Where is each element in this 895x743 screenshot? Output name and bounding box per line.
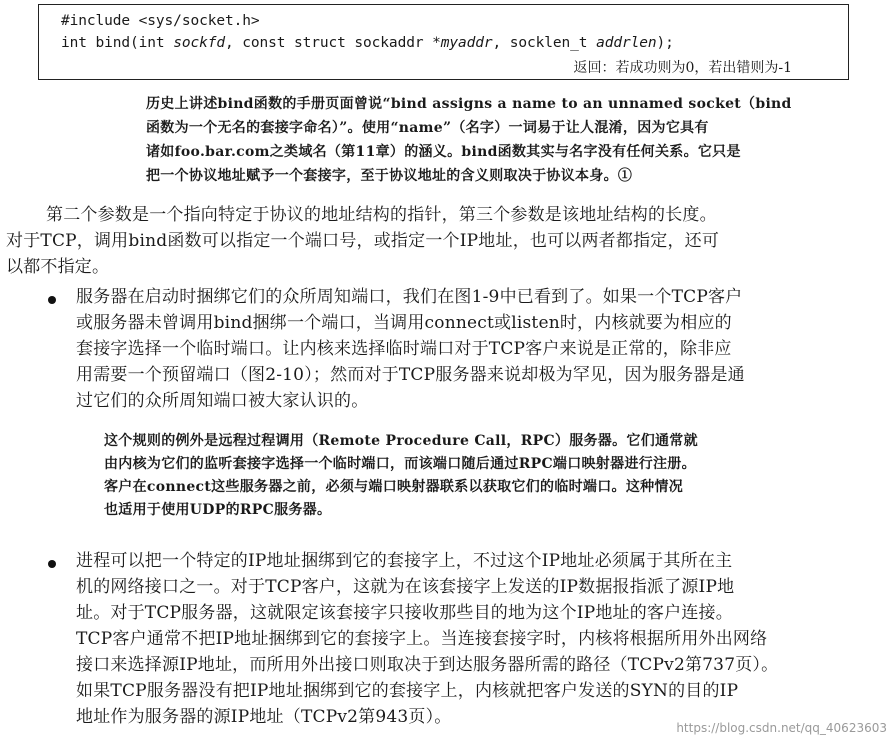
code-include-line: #include <sys/socket.h> bbox=[61, 13, 260, 29]
bullet-line: TCP客户通常不把IP地址捆绑到它的套接字上。当连接套接字时，内核将根据所用外出网络 bbox=[76, 629, 768, 649]
note-line: 诸如foo.bar.com之类域名（第11章）的涵义。bind函数其实与名字没有任何关系。它只是 bbox=[146, 144, 741, 160]
note-line: 也适用于使用UDP的RPC服务器。 bbox=[104, 502, 332, 518]
watermark: https://blog.csdn.net/qq_40623603 bbox=[676, 721, 887, 735]
bullet-line: 进程可以把一个特定的IP地址捆绑到它的套接字上，不过这个IP地址必须属于其所在主 bbox=[76, 551, 733, 571]
bullet-line: 过它们的众所周知端口被大家认识的。 bbox=[76, 391, 369, 411]
paragraph-line: 对于TCP，调用bind函数可以指定一个端口号，或指定一个IP地址，也可以两者都指定，还可 bbox=[6, 231, 720, 251]
bullet-line: 或服务器未曾调用bind捆绑一个端口，当调用connect或listen时，内核就要为相应的 bbox=[76, 313, 732, 333]
bullet-line: 套接字选择一个临时端口。让内核来选择临时端口对于TCP客户来说是正常的，除非应 bbox=[76, 339, 732, 359]
code-signature-line bbox=[61, 35, 674, 51]
note-line: 客户在connect这些服务器之前，必须与端口映射器联系以获取它们的临时端口。这种情况 bbox=[104, 479, 684, 495]
paragraph-line: 以都不指定。 bbox=[6, 257, 110, 277]
note-line: 历史上讲述bind函数的手册页面曾说“bind assigns a name to an unnamed socket（bind bbox=[146, 96, 792, 112]
code-arg-sockfd: sockfd bbox=[173, 35, 225, 51]
bullet-line: 如果TCP服务器没有把IP地址捆绑到它的套接字上，内核就把客户发送的SYN的目的IP bbox=[76, 681, 739, 701]
code-sig-mid2: , socklen_t bbox=[492, 35, 597, 51]
bullet-line: 用需要一个预留端口（图2-10）；然而对于TCP服务器来说却极为罕见，因为服务器是通 bbox=[76, 365, 745, 385]
code-arg-myaddr: myaddr bbox=[440, 35, 493, 51]
code-sig-suffix: ); bbox=[656, 35, 674, 51]
note-line: 由内核为它们的监听套接字选择一个临时端口，而该端口随后通过RPC端口映射器进行注册。 bbox=[104, 456, 696, 472]
note-line: 把一个协议地址赋予一个套接字，至于协议地址的含义则取决于协议本身。① bbox=[146, 168, 633, 184]
note-line: 函数为一个无名的套接字命名）”。使用“name”（名字）一词易于让人混淆，因为它具有 bbox=[146, 120, 709, 136]
bullet-line: 址。对于TCP服务器，这就限定该套接字只接收那些目的地为这个IP地址的客户连接。 bbox=[76, 603, 733, 623]
bullet-marker bbox=[48, 560, 56, 568]
paragraph-line: 第二个参数是一个指向特定于协议的地址结构的指针，第三个参数是该地址结构的长度。 bbox=[46, 205, 717, 225]
code-sig-prefix: int bind(int bbox=[61, 35, 174, 51]
code-sig-mid1: , const struct sockaddr * bbox=[224, 35, 441, 51]
code-arg-addrlen: addrlen bbox=[596, 35, 657, 51]
note-line: 这个规则的例外是远程过程调用（Remote Procedure Call，RPC）服务器。它们通常就 bbox=[104, 433, 698, 449]
bullet-line: 服务器在启动时捆绑它们的众所周知端口，我们在图1-9中已看到了。如果一个TCP客户 bbox=[76, 287, 743, 307]
bullet-line: 地址作为服务器的源IP地址（TCPv2第943页）。 bbox=[76, 707, 452, 727]
bullet-line: 机的网络接口之一。对于TCP客户，这就为在该套接字上发送的IP数据报指派了源IP地 bbox=[76, 577, 735, 597]
code-box bbox=[38, 4, 849, 80]
bullet-marker bbox=[48, 296, 56, 304]
return-value-note: 返回：若成功则为0，若出错则为-1 bbox=[573, 60, 792, 76]
bullet-line: 接口来选择源IP地址，而所用外出接口则取决于到达服务器所需的路径（TCPv2第737页）。 bbox=[76, 655, 779, 675]
